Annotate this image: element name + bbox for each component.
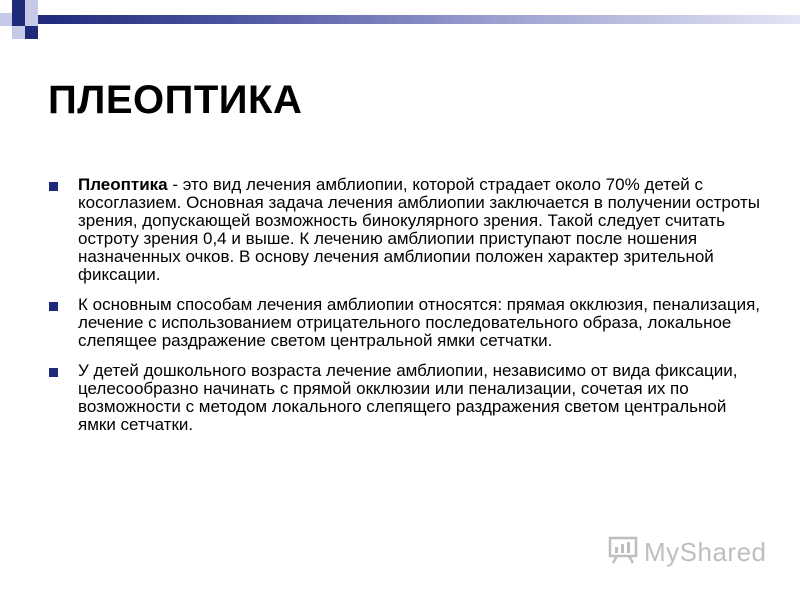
decor-square [25, 13, 38, 26]
slide-body [48, 176, 768, 446]
square-bullet-icon [49, 302, 58, 311]
watermark [608, 536, 767, 568]
decor-square [25, 26, 38, 39]
presentation-board-icon [608, 535, 638, 570]
decor-square [0, 13, 12, 26]
slide-title: ПЛЕОПТИКА [48, 78, 303, 122]
bullet-item [48, 176, 768, 284]
square-bullet-icon [49, 368, 58, 377]
header-gradient-bar [38, 15, 800, 24]
decor-square [25, 0, 38, 13]
square-bullet-icon [49, 182, 58, 191]
bullet-lead-term: Плеоптика [78, 175, 168, 194]
decor-square [12, 26, 25, 39]
watermark-text: MyShared [644, 536, 767, 567]
bullet-text: У детей дошкольного возраста лечение амблиопии, независимо от вида фиксации, целесообразно начинать с прямой окклюзии или пенализации, сочетая их по возможности с методом локального слепящего раздражения светом центральной ямки сетчатки. [78, 361, 738, 434]
bullet-text: К основным способам лечения амблиопии относятся: прямая окклюзия, пенализация, лечение с использованием отрицательного последовательного образа, локальное слепящее раздражение светом центральной ямки сетчатки. [78, 295, 761, 350]
bullet-item [48, 362, 768, 434]
bullet-item [48, 296, 768, 350]
bullet-text [78, 176, 768, 284]
decor-square [12, 0, 25, 13]
decor-square [12, 13, 25, 26]
bullet-body: - это вид лечения амблиопии, которой страдает около 70% детей с косоглазием. Основная задача лечения амблиопии заключается в получении остроты зрения, допускающей возможность бинокулярного зрения. Такой следует считать остроту зрения 0,4 и выше. К лечению амблиопии приступают после ношения назначенных очков. В основу лечения амблиопии положен характер зрительной фиксации. [78, 175, 760, 284]
